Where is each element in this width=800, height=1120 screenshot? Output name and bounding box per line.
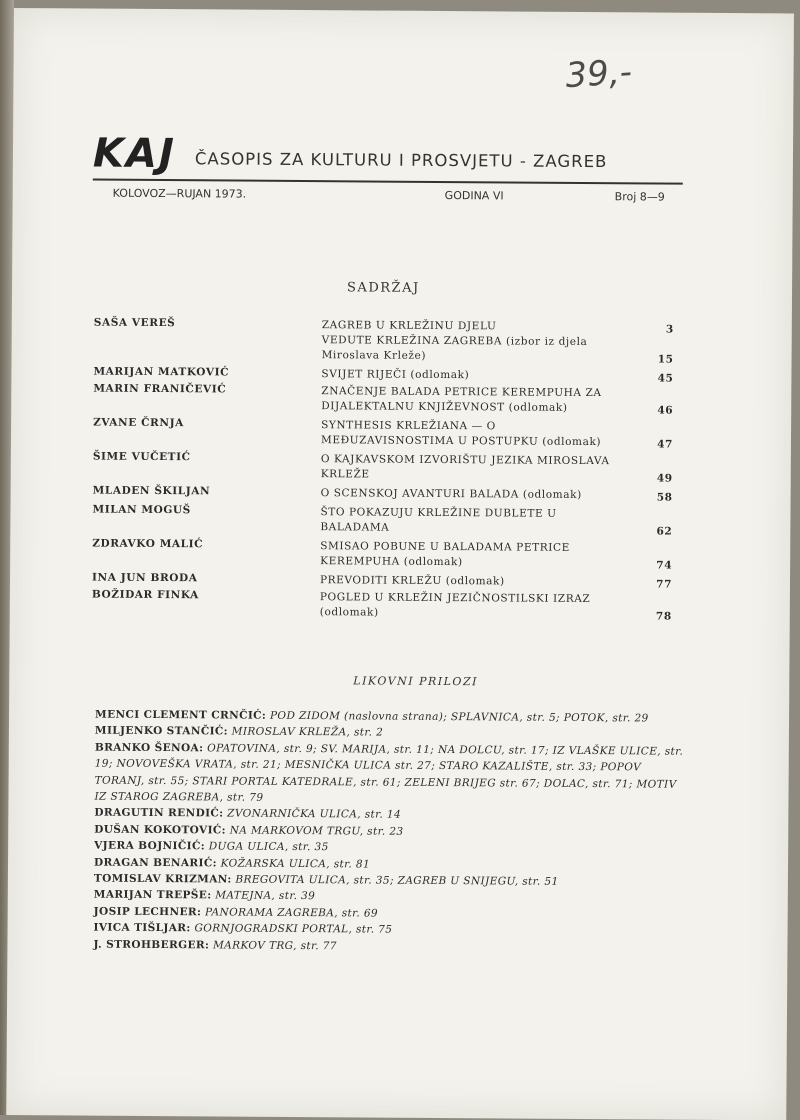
toc-page-number: 47	[657, 438, 674, 451]
art-contributions-list	[93, 707, 685, 957]
art-artist: MARIJAN TREPŠE:	[93, 889, 212, 902]
art-works: BREGOVITA ULICA, str. 35; ZAGREB U SNIJEGU, str. 51	[235, 873, 559, 888]
toc-author: INA JUN BRODA	[91, 571, 198, 585]
issue-number: Broj 8—9	[614, 190, 665, 204]
art-works: KOŽARSKA ULICA, str. 81	[220, 857, 371, 871]
contents-heading: SADRŽAJ	[347, 280, 420, 296]
art-artist: DRAGUTIN RENDIĆ:	[94, 807, 224, 820]
toc-title: ŠTO POKAZUJU KRLEŽINE DUBLETE U BALADAMA	[320, 506, 557, 534]
art-artist: VJERA BOJNIČIĆ:	[94, 839, 206, 853]
masthead-rule	[93, 179, 683, 185]
toc-author: MLADEN ŠKILJAN	[92, 484, 211, 498]
art-works: ZVONARNIČKA ULICA, str. 14	[227, 807, 402, 822]
toc-entry	[94, 332, 674, 366]
toc-page-number: 3	[665, 323, 674, 336]
toc-page-number: 15	[657, 353, 674, 366]
toc-entry	[93, 485, 673, 504]
art-works: DUGA ULICA, str. 35	[208, 840, 329, 854]
toc-page-number: 74	[656, 559, 673, 572]
art-works: GORNJOGRADSKI PORTAL, str. 75	[194, 922, 393, 936]
art-works: OPATOVINA, str. 9; SV. MARIJA, str. 11; NA DOLCU, str. 17; IZ VLAŠKE ULICE, str. 19; NOVOVEŠKA VRATA, str. 21; MESNIČKA ULICA str. 27; STARO KAZALIŠTE, str. 33; POPOV TORANJ, str. 55; STARI PORTAL KATEDRALE, str. 61; ZELENI BRIJEG str. 67; DOLAC, str. 71; MOTIV IZ STAROG ZAGREBA, str. 79	[94, 742, 684, 804]
toc-page-number: 58	[656, 491, 673, 504]
art-artist: MENCI CLEMENT CRNČIĆ:	[95, 708, 267, 722]
art-contributions-heading: LIKOVNI PRILOZI	[353, 674, 479, 689]
toc-title: SYNTHESIS KRLEŽIANA — O MEĐUZAVISNOSTIMA U POSTUPKU (odlomak)	[320, 419, 602, 449]
art-artist: TOMISLAV KRIZMAN:	[93, 872, 232, 886]
toc-entry	[92, 538, 672, 572]
toc-entry	[92, 589, 672, 623]
toc-author: ŠIME VUČETIĆ	[92, 450, 191, 464]
toc-title: PREVODITI KRLEŽU (odlomak)	[319, 574, 505, 588]
handwritten-price: 39,-	[564, 52, 634, 97]
masthead	[92, 130, 713, 204]
toc-entry	[93, 383, 673, 417]
toc-title: SMISAO POBUNE U BALADAMA PETRICE KEREMPUHA (odlomak)	[320, 540, 570, 569]
toc-entry	[93, 366, 673, 385]
toc-title: VEDUTE KRLEŽINA ZAGREBA (izbor iz djela Miroslava Krleže)	[321, 334, 588, 362]
art-artist: JOSIP LECHNER:	[93, 905, 202, 919]
journal-tagline: ČASOPIS ZA KULTURU I PROSVJETU - ZAGREB	[194, 149, 608, 172]
toc-page-number: 49	[656, 472, 673, 485]
art-works: MATEJNA, str. 39	[215, 889, 316, 903]
art-artist: BRANKO ŠENOA:	[94, 741, 204, 755]
toc-author: ZVANE ČRNJA	[93, 416, 184, 430]
art-artist: IVICA TIŠLJAR:	[93, 921, 191, 935]
toc-title: ZNAČENJE BALADA PETRICE KEREMPUHA ZA DIJALEKTALNU KNJIŽEVNOST (odlomak)	[321, 385, 602, 414]
toc-author: MILAN MOGUŠ	[92, 503, 191, 517]
art-artist: DUŠAN KOKOTOVIĆ:	[94, 823, 227, 837]
art-artist: MILJENKO STANČIĆ:	[94, 724, 228, 738]
toc-entry	[93, 451, 673, 485]
art-works: NA MARKOVOM TRGU, str. 23	[229, 824, 404, 838]
toc-title: SVIJET RIJEČI (odlomak)	[321, 368, 470, 382]
toc-title: ZAGREB U KRLEŽINU DJELU	[321, 319, 497, 333]
toc-author: SAŠA VEREŠ	[93, 316, 176, 330]
art-works: POD ZIDOM (naslovna strana); SPLAVNICA, str. 5; POTOK, str. 29	[269, 709, 649, 725]
toc-page-number: 46	[657, 404, 674, 417]
issue-year: GODINA VI	[444, 189, 504, 203]
toc-page-number: 45	[657, 372, 674, 385]
art-works: MARKOV TRG, str. 77	[213, 939, 337, 952]
toc-page-number: 78	[655, 610, 672, 623]
toc-page-number: 62	[656, 525, 673, 538]
toc-entry	[92, 504, 672, 538]
art-entry	[93, 936, 683, 957]
toc-entry	[93, 417, 673, 451]
toc-author: MARIN FRANIČEVIĆ	[93, 382, 227, 396]
art-artist: DRAGAN BENARIĆ:	[93, 856, 217, 870]
toc-title: POGLED U KRLEŽIN JEZIČNOSTILSKI IZRAZ (odlomak)	[319, 591, 591, 619]
art-works: MIROSLAV KRLEŽA, str. 2	[231, 725, 384, 740]
toc-author: ZDRAVKO MALIĆ	[92, 537, 204, 551]
art-works: PANORAMA ZAGREBA, str. 69	[205, 906, 379, 920]
table-of-contents	[92, 317, 674, 623]
toc-author: MARIJAN MATKOVIĆ	[93, 365, 230, 379]
issue-date: KOLOVOZ—RUJAN 1973.	[112, 186, 247, 201]
document-page	[6, 8, 794, 1120]
toc-page-number: 77	[656, 578, 673, 591]
toc-author: BOŽIDAR FINKA	[91, 588, 199, 602]
toc-entry	[92, 572, 672, 591]
journal-logo: KAJ	[92, 130, 176, 178]
toc-title: O KAJKAVSKOM IZVORIŠTU JEZIKA MIROSLAVA KRLEŽE	[320, 453, 610, 481]
art-entry	[94, 739, 684, 809]
art-artist: J. STROHBERGER:	[93, 938, 210, 952]
toc-title: O SCENSKOJ AVANTURI BALADA (odlomak)	[320, 487, 582, 501]
